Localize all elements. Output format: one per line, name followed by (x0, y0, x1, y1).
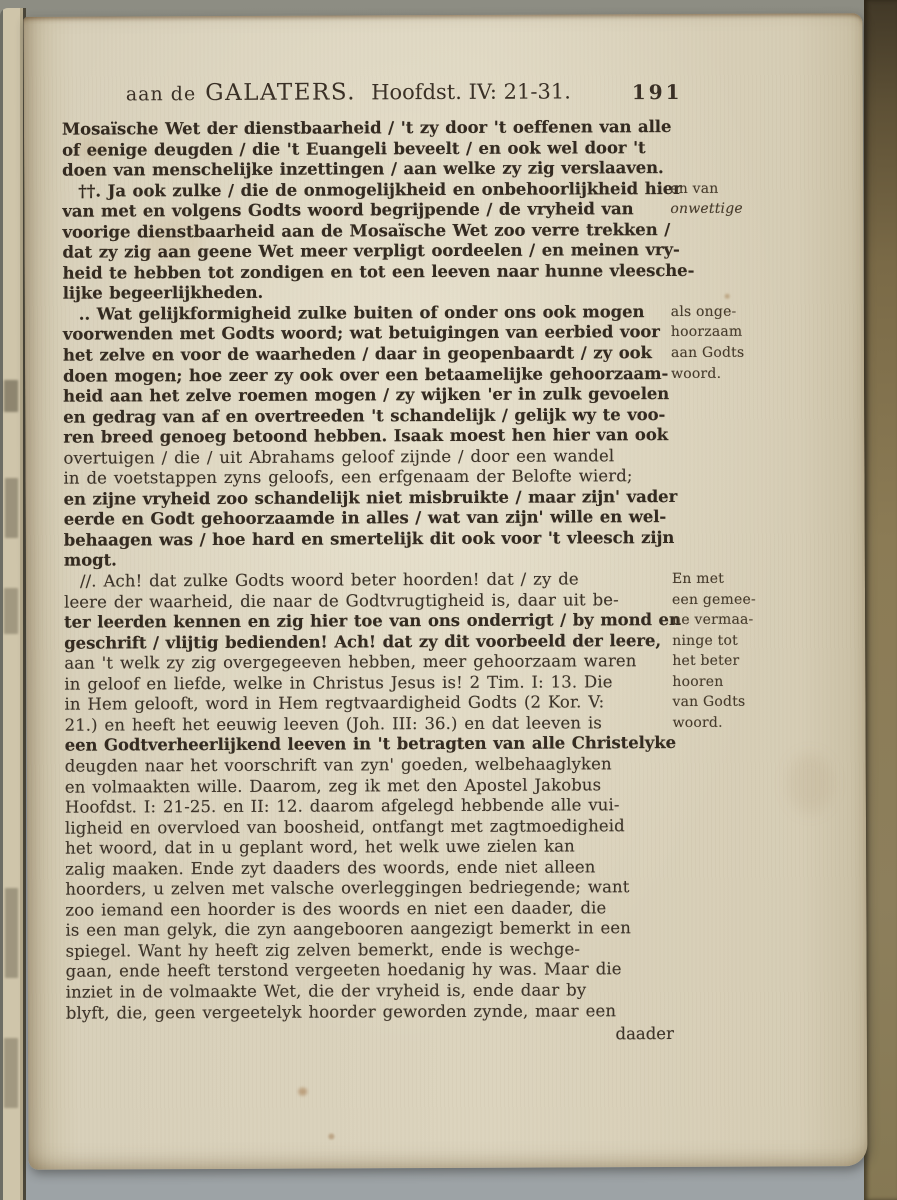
margin-note: onwettige (670, 200, 743, 218)
header-book-title: GALATERS. (205, 79, 357, 107)
text-line-content: doen van menschelijke inzettingen / aan welke zy zig verslaaven. (62, 158, 664, 180)
paragraph (62, 178, 833, 305)
text-line-content: of eenige deugden / die 't Euangeli beveelt / en ook wel door 't (62, 137, 646, 160)
page-number: 191 (631, 79, 683, 105)
margin-note: en van (670, 180, 719, 197)
margin-note: hoorzaam (670, 324, 743, 341)
text-line-content: zoo iemand een hoorder is des woords en niet een daader, die (65, 898, 607, 920)
text-line-content: blyft, die, geen vergeetelyk hoorder geworden zynde, maar een (65, 1000, 617, 1023)
show-through-mark (5, 888, 18, 978)
text-line-content: in Hem gelooft, word in Hem regtvaardigheid Godts (2 Kor. V: (64, 692, 605, 714)
text-line-content: mogt. (63, 550, 117, 571)
main-text-block (62, 116, 836, 1047)
text-line-content: ††. Ja ook zulke / die de onmogelijkheid en onbehoorlijkheid hier (78, 178, 682, 201)
text-line-content: van met en volgens Godts woord begrijpende / de vryheid van (62, 199, 634, 221)
show-through-mark (4, 588, 18, 634)
text-line-content: hoorders, u zelven met valsche overleggingen bedriegende; want (65, 877, 630, 899)
text-line-content: ter leerden kennen en zig hier toe van ons onderrigt / by mond en (64, 610, 681, 632)
text-line-content: spiegel. Want hy heeft zig zelven bemerkt, ende is wechge- (65, 939, 581, 961)
text-line-content: eerde en Godt gehoorzaamde in alles / wat van zijn' wille en wel- (63, 507, 667, 530)
margin-note: van Godts (672, 694, 746, 711)
text-line-content: ren breed genoeg betoond hebben. Isaak moest hen hier van ook (63, 425, 669, 447)
text-line-content: voorwenden met Godts woord; wat betuigingen van eerbied voor (62, 322, 660, 345)
facing-page-edge (0, 8, 26, 1200)
text-line-content: Hoofdst. I: 21-25. en II: 12. daarom afgelegd hebbende alle vui- (64, 795, 620, 817)
text-line-content: behaagen was / hoe hard en smertelijk dit ook voor 't vleesch zijn (63, 527, 675, 550)
text-line-content: in geloof en liefde, welke in Christus Jesus is! 2 Tim. I: 13. Die (64, 672, 613, 694)
text-line-content: en gedrag van af en overtreeden 't schandelijk / gelijk wy te voo- (63, 404, 666, 427)
text-line-content: leere der waarheid, die naar de Godtvrugtigheid is, daar uit be- (63, 589, 619, 612)
header-title-line (126, 78, 571, 106)
text-line-content: aan 't welk zy zig overgegeeven hebben, meer gehoorzaam waren (64, 651, 637, 673)
text-line-content: voorige dienstbaarheid aan de Mosaïsche Wet zoo verre trekken / (62, 219, 671, 242)
text-line-content: .. Wat gelijkformigheid zulke buiten of onder ons ook mogen (78, 302, 645, 324)
paragraph (62, 116, 832, 181)
running-header (24, 77, 863, 111)
margin-note: het beter (672, 652, 740, 670)
text-line-content: heid aan het zelve roemen mogen / zy wijken 'er in zulk gevoelen (63, 384, 670, 406)
text-line-content: Mosaïsche Wet der dienstbaarheid / 't zy door 't oeffenen van alle (61, 117, 672, 139)
text-line-content: doen mogen; hoe zeer zy ook over een betaamelijke gehoorzaam- (63, 363, 669, 386)
paper-stain (328, 1133, 334, 1139)
paragraph (64, 568, 836, 1023)
text-line-content: een Godtverheerlijkend leeven in 't betragten van alle Christelyke (64, 733, 677, 756)
text-line-content: inziet in de volmaakte Wet, die der vryheid is, ende daar by (65, 980, 587, 1002)
text-line-content: 21.) en heeft het eeuwig leeven (Joh. III: 36.) en dat leeven is (64, 713, 602, 735)
scanned-book-page (23, 13, 867, 1170)
margin-note: aan Godts (670, 344, 745, 362)
book-fore-edge (864, 0, 897, 1200)
text-line (66, 1000, 836, 1024)
margin-note: een gemee- (672, 591, 756, 608)
paper-stain (298, 1088, 307, 1096)
text-line-content: het woord, dat in u geplant word, het welk uwe zielen kan (65, 836, 575, 858)
paragraph (63, 301, 834, 571)
text-line-content: heid te hebben tot zondigen en tot een leeven naar hunne vleesche- (62, 260, 695, 283)
margin-note: En met (671, 570, 725, 588)
text-line-content: het zelve en voor de waarheden / daar in geopenbaardt / zy ook (62, 343, 652, 365)
catchword: daader (615, 1024, 674, 1044)
text-line-content: en zijne vryheid zoo schandelijk niet misbruikte / maar zijn' vader (63, 486, 678, 509)
header-chapter-ref: Hoofdst. IV: 21-31. (371, 79, 571, 105)
margin-note: als onge- (670, 303, 737, 320)
text-line-content: zalig maaken. Ende zyt daaders des woords, ende niet alleen (65, 857, 596, 879)
text-line-content: deugden naar het voorschrift van zyn' goeden, welbehaaglyken (64, 754, 612, 776)
text-line-content: in de voetstappen zyns geloofs, een erfgenaam der Belofte wierd; (63, 466, 633, 488)
margin-note: ne vermaa- (672, 611, 754, 629)
show-through-mark (4, 1038, 18, 1108)
text-line-content: geschrift / vlijtig bedienden! Ach! dat zy dit voorbeeld der leere, (64, 630, 662, 653)
margin-note: woord. (672, 714, 723, 731)
text-line-content: en volmaakten wille. Daarom, zeg ik met den Apostel Jakobus (64, 774, 602, 797)
text-line-content: //. Ach! dat zulke Godts woord beter hoorden! dat / zy de (79, 569, 579, 591)
text-line-content: ligheid en overvloed van boosheid, ontfangt met zagtmoedigheid (64, 815, 625, 838)
show-through-mark (5, 478, 18, 538)
margin-note: ninge tot (672, 632, 738, 649)
margin-note: hooren (672, 673, 724, 690)
header-prefix: aan de (125, 83, 197, 106)
text-line-content: dat zy zig aan geene Wet meer verpligt oordeelen / en meinen vry- (62, 240, 680, 262)
text-line-content: overtuigen / die / uit Abrahams geloof zijnde / door een wandel (63, 446, 615, 468)
text-line-content: gaan, ende heeft terstond vergeeten hoedanig hy was. Maar die (65, 959, 622, 982)
show-through-mark (4, 380, 18, 412)
text-line-content: is een man gelyk, die zyn aangebooren aangezigt bemerkt in een (65, 918, 632, 940)
text-line-content: lijke begeerlijkheden. (62, 283, 264, 304)
margin-note: woord. (671, 365, 722, 382)
